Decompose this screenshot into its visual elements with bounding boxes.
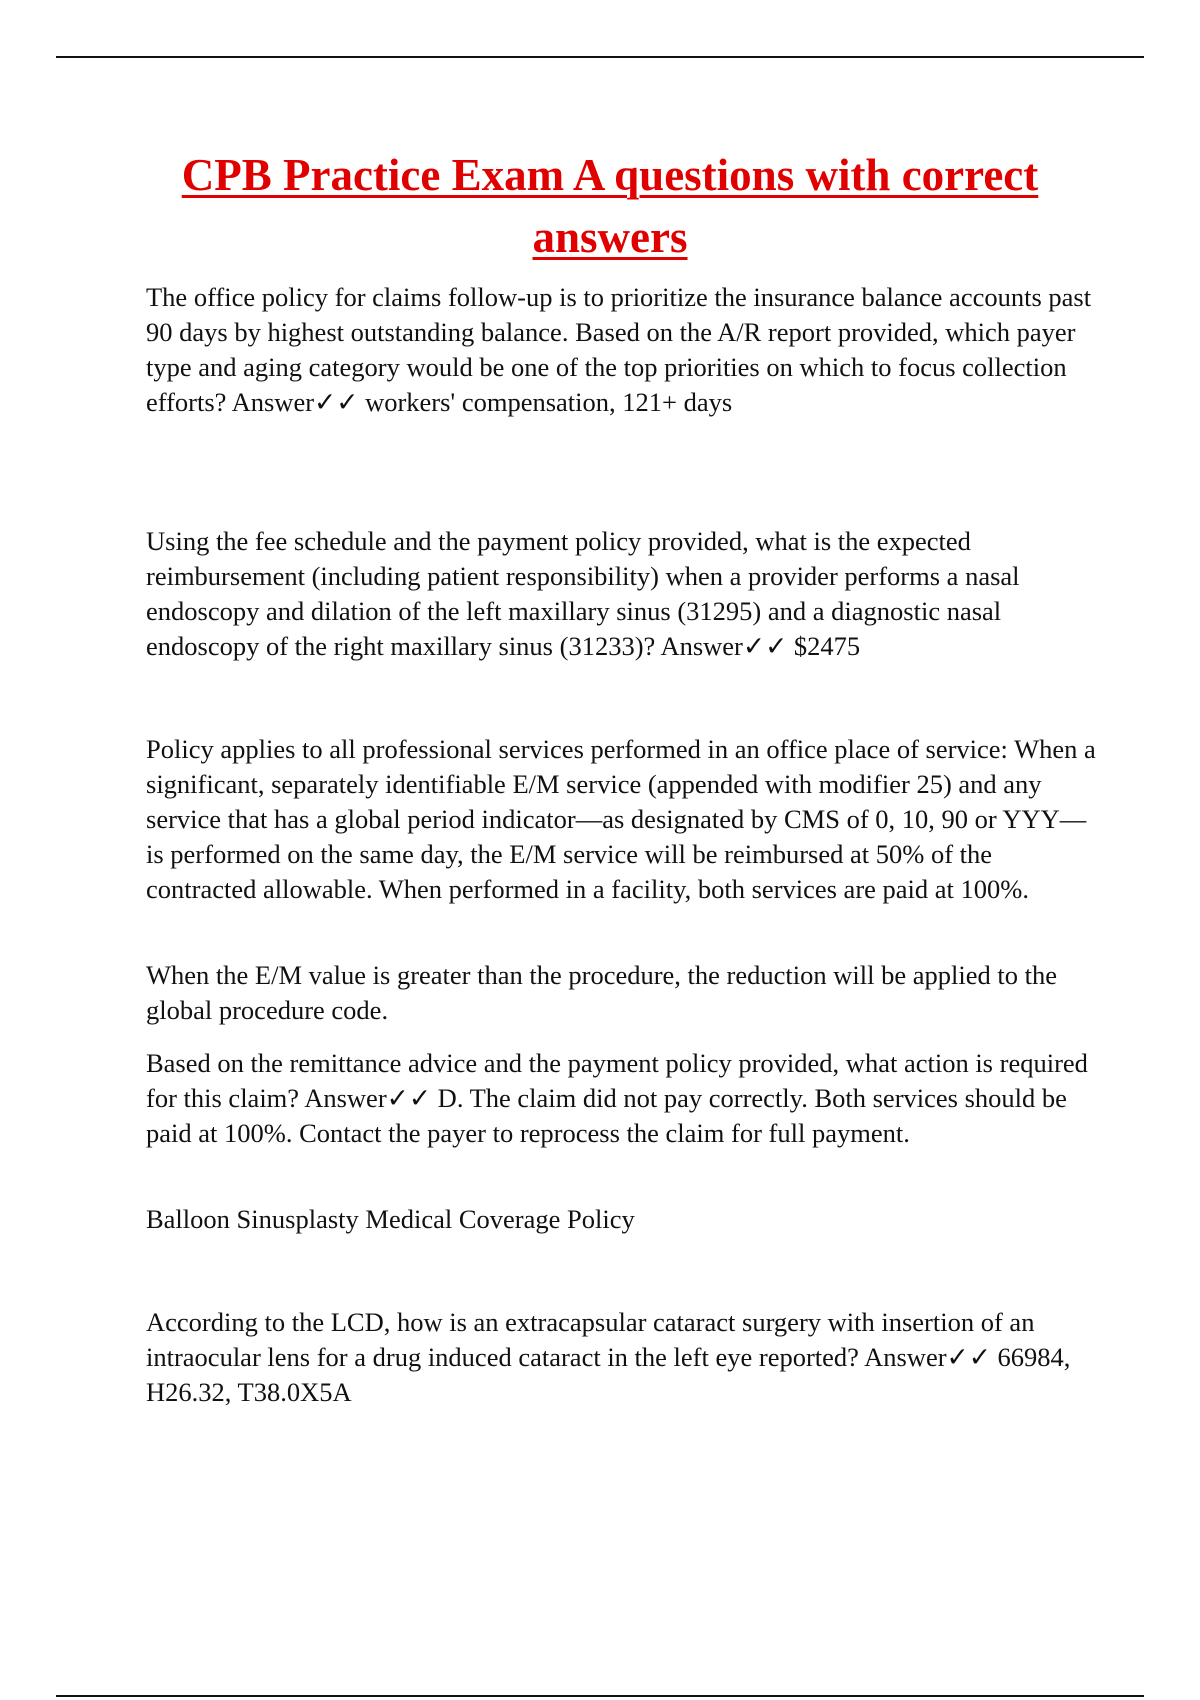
policy-paragraph: Policy applies to all professional services performed in an office place of service: When a significant, separately identifiable E/M service (appended with modifier 25) and any service that has a global period indicator—as designated by CMS of 0, 10, 90 or YYY—is performed on the same day, the E/M service will be reimbursed at 50% of the contracted allowable. When performed in a facility, both services are paid at 100%. [146, 734, 1096, 904]
question-paragraph: According to the LCD, how is an extracapsular cataract surgery with insertion of an intraocular lens for a drug induced cataract in the left eye reported? Answer✓✓ 66984, H26.32, T38.0X5A [146, 1307, 1071, 1407]
question-paragraph: Using the fee schedule and the payment policy provided, what is the expected reimbursement (including patient responsibility) when a provider performs a nasal endoscopy and dilation of the left maxillary sinus (31295) and a diagnostic nasal endoscopy of the right maxillary sinus (31233)? Answer✓✓ $2475 [146, 526, 1020, 661]
question-paragraph: The office policy for claims follow-up is to prioritize the insurance balance accounts past 90 days by highest outstanding balance. Based on the A/R report provided, which payer type and aging category would be one of the top priorities on which to focus collection efforts? Answer✓✓ workers' compensation, 121+ days [146, 282, 1092, 417]
section-label: Balloon Sinusplasty Medical Coverage Policy [146, 1204, 635, 1234]
footer-rule [56, 1695, 1144, 1697]
policy-paragraph: When the E/M value is greater than the procedure, the reduction will be applied to the global procedure code. [146, 960, 1057, 1025]
header-rule [56, 56, 1144, 58]
question-paragraph: Based on the remittance advice and the payment policy provided, what action is required for this claim? Answer✓✓ D. The claim did not pay correctly. Both services should be paid at 100%. Contact the payer to reprocess the claim for full payment. [146, 1048, 1088, 1148]
page-title: CPB Practice Exam A questions with correct answers [181, 150, 1039, 262]
